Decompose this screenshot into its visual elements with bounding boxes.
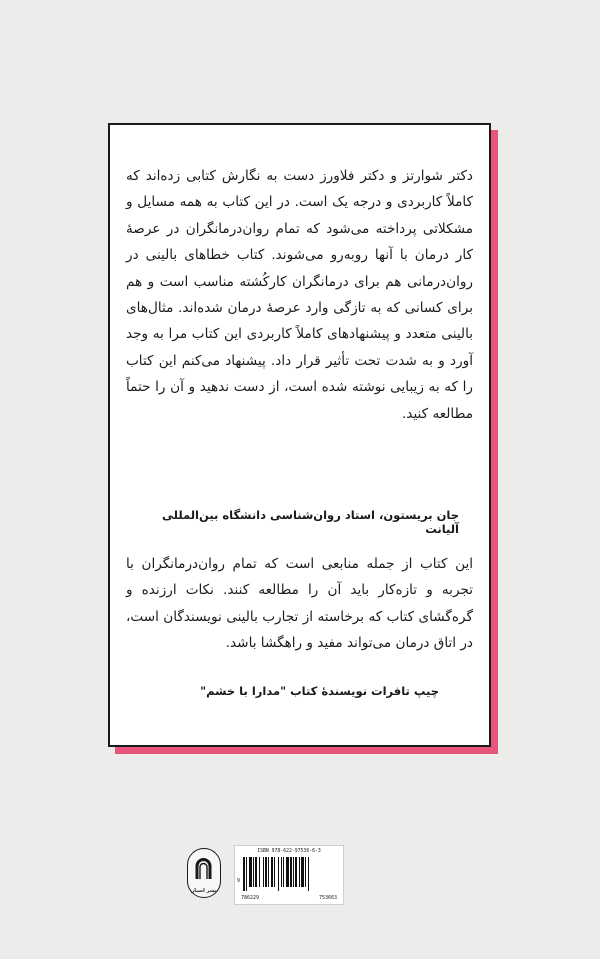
review-1-text: دکتر شوارتز و دکتر فلاورز دست به نگارش کتابی زده‌اند که کاملاً کاربردی و درجه یک است. در این کتاب به همه مسایل و مشکلاتی پرداخته می‌شود که تمام روان‌درمانگران در عرصهٔ کار درمان با آنها روبه‌رو می‌شوند. کتاب خطاهای بالینی در روان‌درمانی هم برای درمانگران کارکُشته مناسب است و هم برای کسانی که به تازگی وارد عرصهٔ درمان شده‌اند. مثال‌های بالینی متعدد و پیشنهادهای کاملاً کاربردی این کتاب مرا به وجد آورد و به شدت تحت تأثیر قرار داد. پیشنهاد می‌کنم این کتاب را که به زیبایی نوشته شده است، از دست ندهید و آن را حتماً مطالعه کنید. — [126, 168, 473, 422]
barcode-bar — [268, 857, 269, 887]
barcode-bar — [305, 857, 306, 887]
barcode-bar — [259, 857, 260, 887]
isbn-label: ISBN 978-622-97536-6-3 — [257, 849, 321, 854]
barcode-bar — [271, 857, 273, 887]
barcode-bar — [308, 857, 309, 891]
barcode-bar — [246, 857, 247, 891]
barcode-bar — [281, 857, 282, 887]
barcode-bar — [286, 857, 289, 887]
review-1-author: جان بریستون، استاد روان‌شناسی دانشگاه بین‌المللی آلیانت — [162, 508, 459, 536]
barcode-bar — [301, 857, 304, 887]
barcode-bars — [243, 857, 337, 891]
barcode-left-digits: 786229 — [241, 895, 260, 901]
barcode-bar — [263, 857, 264, 887]
barcode-bar — [253, 857, 254, 887]
barcode-bar — [278, 857, 279, 891]
barcode-digits — [241, 895, 337, 901]
review-2-text: این کتاب از جمله منابعی است که تمام روان‌درمانگران با تجربه و تازه‌کار باید آن را مطالعه کنند. نکات ارزنده و گره‌گشای کتاب که برخاسته از تجارب بالینی نویسندگان است، در اتاق درمان می‌تواند مفید و راهگشا باشد. — [126, 556, 473, 652]
barcode-prefix: 9 — [237, 878, 241, 884]
barcode-bar — [255, 857, 257, 887]
barcode-bar — [295, 857, 297, 887]
barcode-bar — [293, 857, 294, 887]
barcode-bar — [290, 857, 292, 887]
barcode-bar — [249, 857, 252, 887]
barcode-bar — [243, 857, 245, 891]
barcode-bar — [265, 857, 267, 887]
review-2-author: چیپ تافرات نویسندهٔ کتاب "مدارا با خشم" — [200, 684, 439, 698]
horseshoe-logo-icon — [191, 853, 216, 883]
barcode-right-digits: 753663 — [318, 895, 337, 901]
publisher-name: نشر اسبار — [191, 888, 217, 894]
barcode — [234, 845, 344, 905]
barcode-bar — [299, 857, 300, 887]
barcode-bar — [274, 857, 275, 887]
barcode-bar — [283, 857, 284, 887]
publisher-logo — [187, 848, 221, 898]
